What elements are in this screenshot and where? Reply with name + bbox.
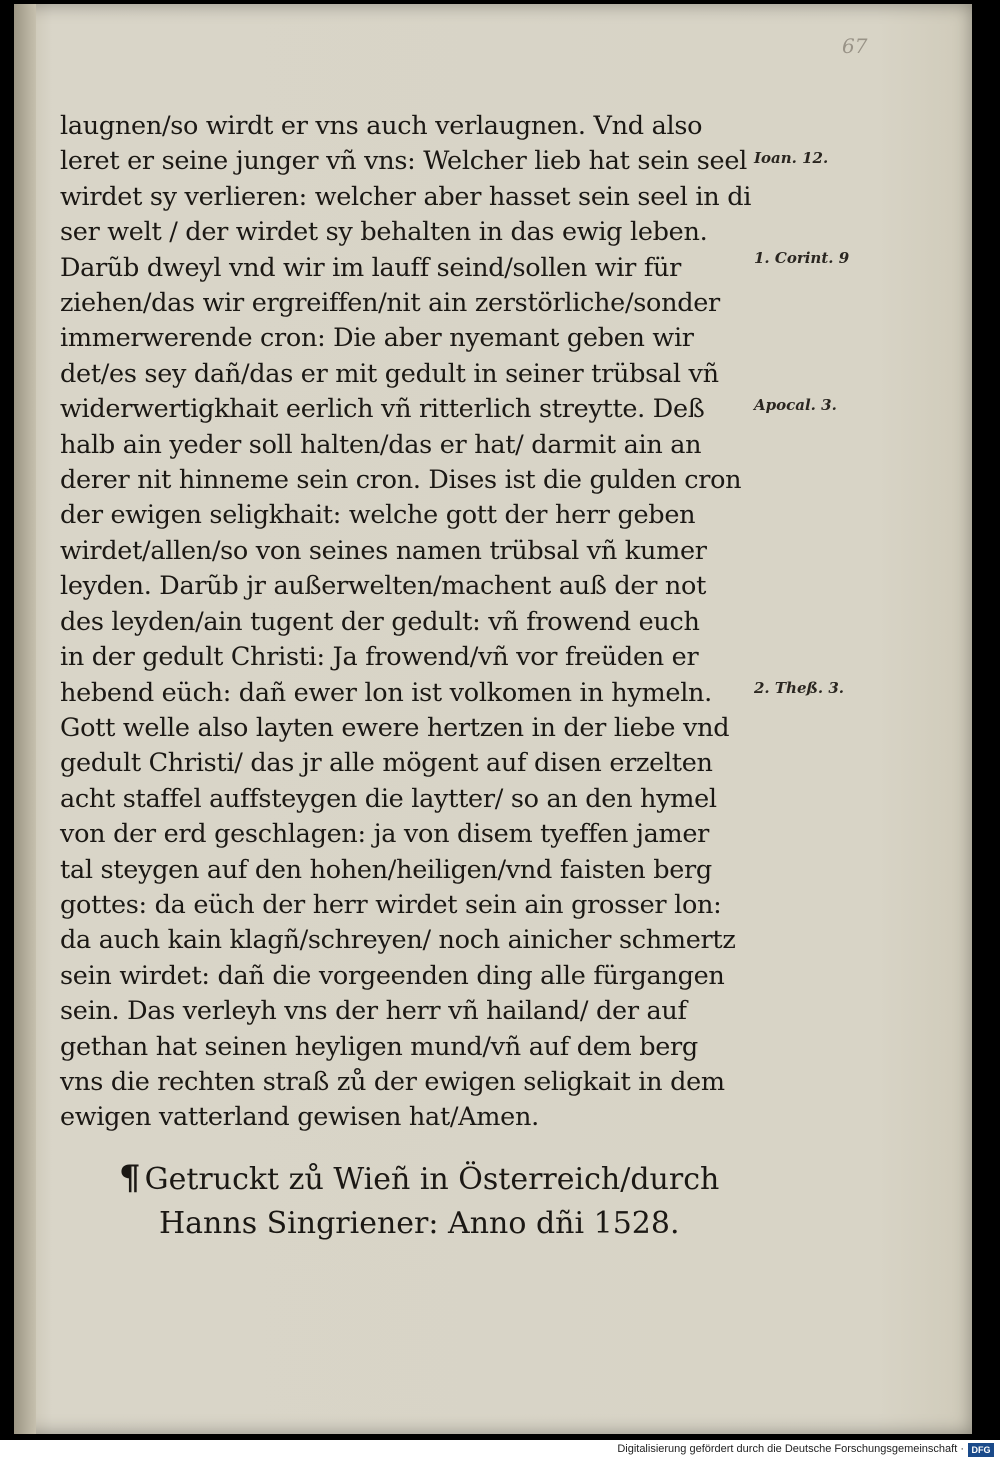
text-line: gottes: da eüch der herr wirdet sein ain grosser lon:: [60, 889, 722, 920]
margin-note: Apocal. 3.: [754, 396, 837, 414]
text-line: der ewigen seligkhait: welche gott der herr geben: [60, 500, 696, 531]
page-gutter: [14, 4, 36, 1434]
digitization-footer: [0, 1440, 1000, 1461]
colophon: [119, 1156, 739, 1246]
text-line: vns die rechten straß zů der ewigen seligkait in dem: [60, 1066, 725, 1097]
text-line: ziehen/das wir ergreiffen/nit ain zerstörliche/sonder: [60, 288, 720, 319]
text-line: halb ain yeder soll halten/das er hat/ darmit ain an: [60, 429, 702, 460]
text-line: wirdet sy verlieren: welcher aber hasset sein seel in di: [60, 181, 752, 212]
text-line: leret er seine junger vñ vns: Welcher lieb hat sein seel: [60, 146, 747, 177]
body-text: [60, 109, 760, 1136]
pilcrow-icon: ¶: [119, 1158, 141, 1198]
text-line: tal steygen auf den hohen/heiligen/vnd faisten berg: [60, 854, 712, 885]
colophon-line-1: [119, 1156, 739, 1202]
text-line: gedult Christi/ das jr alle mögent auf disen erzelten: [60, 748, 713, 779]
text-line: derer nit hinneme sein cron. Dises ist die gulden cron: [60, 465, 742, 496]
margin-note: Ioan. 12.: [754, 149, 829, 167]
text-line: wirdet/allen/so von seines namen trübsal vñ kumer: [60, 535, 707, 566]
text-line: ewigen vatterland gewisen hat/Amen.: [60, 1102, 539, 1133]
text-line: gethan hat seinen heyligen mund/vñ auf dem berg: [60, 1031, 698, 1062]
folio-number: 67: [842, 34, 868, 58]
text-line: des leyden/ain tugent der gedult: vñ frowend euch: [60, 606, 700, 637]
text-line: det/es sey dañ/das er mit gedult in seiner trübsal vñ: [60, 358, 719, 389]
text-line: in der gedult Christi: Ja frowend/vñ vor freüden er: [60, 642, 699, 673]
text-line: hebend eüch: dañ ewer lon ist volkomen in hymeln.: [60, 677, 712, 708]
margin-note: 2. Theß. 3.: [754, 679, 844, 697]
text-line: Gott welle also layten ewere hertzen in der liebe vnd: [60, 712, 730, 743]
text-line: von der erd geschlagen: ja von disem tyeffen jamer: [60, 819, 710, 850]
margin-note: 1. Corint. 9: [754, 249, 850, 267]
text-line: leyden. Darũb jr außerwelten/machent auß der not: [60, 571, 707, 602]
book-page: [14, 4, 972, 1434]
text-line: Darũb dweyl vnd wir im lauff seind/sollen wir für: [60, 252, 682, 283]
text-line: sein wirdet: dañ die vorgeenden ding alle fürgangen: [60, 960, 725, 991]
text-line: widerwertigkhait eerlich vñ ritterlich streytte. Deß: [60, 394, 705, 425]
colophon-line-2: Hanns Singriener: Anno dñi 1528.: [159, 1206, 680, 1241]
footer-credit: Digitalisierung gefördert durch die Deutsche Forschungsgemeinschaft ·: [617, 1443, 964, 1455]
text-line: da auch kain klagñ/schreyen/ noch ainicher schmertz: [60, 925, 736, 956]
text-line: acht staffel auffsteygen die laytter/ so an den hymel: [60, 783, 717, 814]
text-line: ser welt / der wirdet sy behalten in das ewig leben.: [60, 217, 708, 248]
text-line: sein. Das verleyh vns der herr vñ hailand/ der auf: [60, 996, 687, 1027]
text-line: immerwerende cron: Die aber nyemant geben wir: [60, 323, 694, 354]
text-line: laugnen/so wirdt er vns auch verlaugnen. Vnd also: [60, 111, 703, 141]
dfg-logo: DFG: [968, 1443, 994, 1457]
colophon-text-1: Getruckt zů Wieñ in Österreich/durch: [144, 1162, 720, 1197]
